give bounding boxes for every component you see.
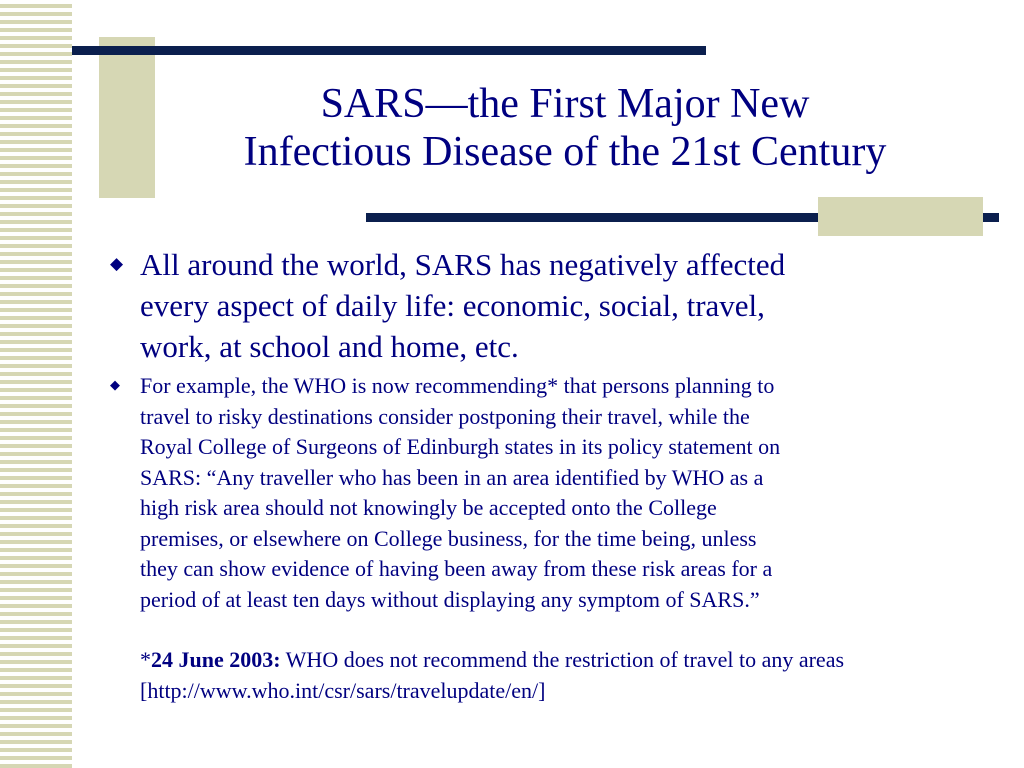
footnote-date: 24 June 2003: [151,647,281,672]
bullet-line: premises, or elsewhere on College business, for the time being, unless [140,525,757,551]
bullet-line: All around the world, SARS has negatively affected [140,247,786,282]
bullet-text [140,371,844,706]
bullet-item-example [110,371,970,706]
diamond-bullet-icon: ◆ [110,377,120,392]
bullet-line: travel to risky destinations consider postponing their travel, while the [140,403,750,429]
footnote-url: [http://www.who.int/csr/sars/travelupdate/en/] [140,677,546,703]
bullet-line: every aspect of daily life: economic, social, travel, [140,288,765,323]
bullet-text [140,244,785,367]
striped-margin-decoration [0,0,72,768]
bullet-line: For example, the WHO is now recommending* that persons planning to [140,373,775,398]
title-top-rule [72,46,706,55]
bullet-line: SARS: “Any traveller who has been in an area identified by WHO as a [140,464,764,490]
diamond-bullet-icon: ◆ [110,254,124,273]
bullet-line: work, at school and home, etc. [140,329,519,364]
slide-body [110,244,970,706]
bullet-line: period of at least ten days without displaying any symptom of SARS.” [140,586,760,612]
slide-title-line-1: SARS—the First Major New [320,81,810,127]
footnote-text: WHO does not recommend the restriction of travel to any areas [280,647,845,672]
footnote-line [140,645,844,676]
bullet-line: high risk area should not knowingly be accepted onto the College [140,495,717,520]
footnote [140,645,844,706]
bullet-line: they can show evidence of having been away from these risk areas for a [140,556,773,581]
footnote-marker: * [140,647,151,672]
bullet-line: Royal College of Surgeons of Edinburgh states in its policy statement on [140,434,781,459]
title-accent-block-left [99,37,155,198]
slide-title [160,80,970,176]
title-accent-block-right [818,197,983,236]
bullet-item-impact [110,244,970,367]
slide-title-line-2: Infectious Disease of the 21st Century [243,129,887,175]
